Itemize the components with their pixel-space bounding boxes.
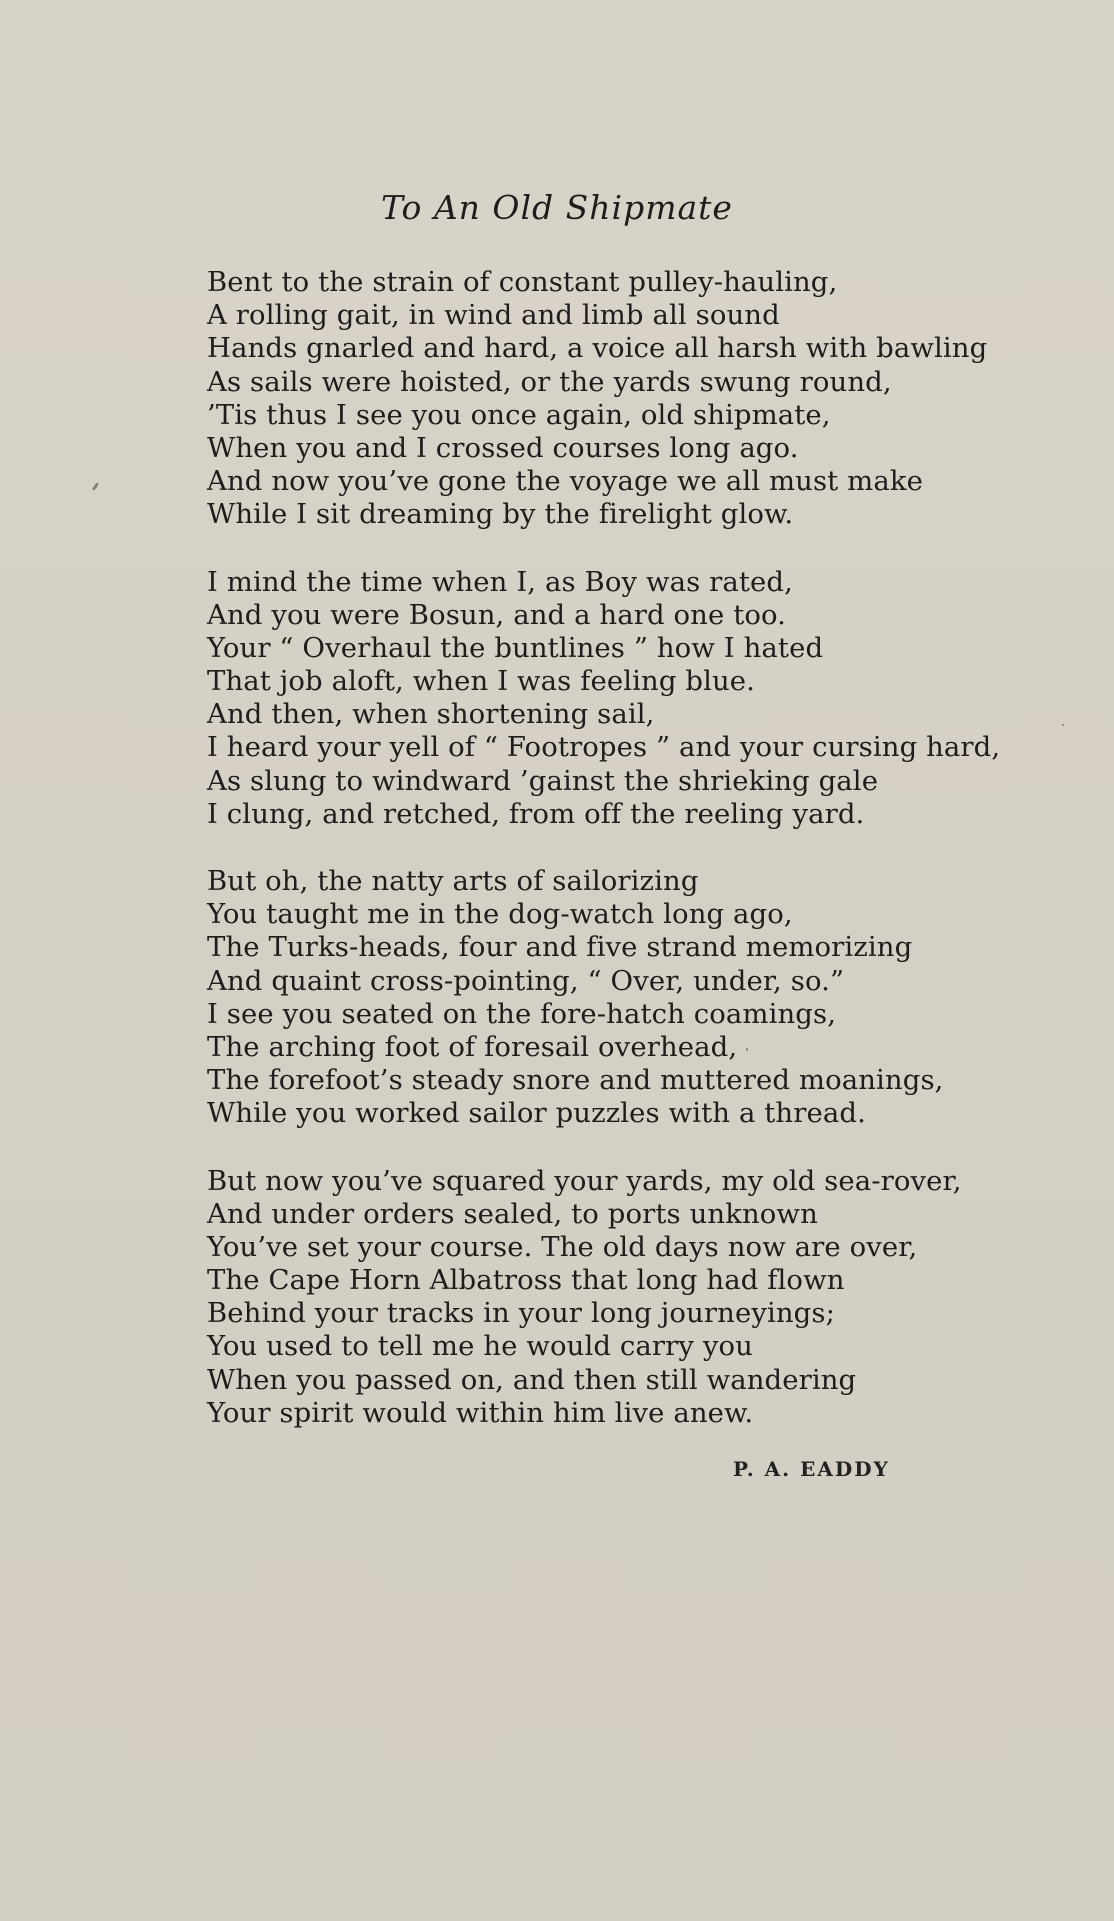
poem-line: Hands gnarled and hard, a voice all harsh with bawling — [207, 332, 988, 365]
poem-line: And now you’ve gone the voyage we all must make — [207, 465, 923, 498]
poem-line: Bent to the strain of constant pulley-hauling, — [207, 266, 838, 298]
poem-line: And you were Bosun, and a hard one too. — [207, 598, 787, 631]
poem-line: That job aloft, when I was feeling blue. — [207, 665, 755, 698]
poem-line: The Turks-heads, four and five strand memorizing — [207, 931, 913, 964]
poem-line: The forefoot’s steady snore and muttered moanings, — [207, 1064, 944, 1097]
stanza-1 — [207, 266, 1057, 532]
poem-line: A rolling gait, in wind and limb all sound — [207, 299, 780, 332]
poem-line: You taught me in the dog-watch long ago, — [207, 898, 793, 931]
paper-fleck — [746, 1048, 748, 1051]
poem-line: I heard your yell of “ Footropes ” and your cursing hard, — [207, 731, 1001, 764]
poem-line: While I sit dreaming by the firelight glow. — [207, 498, 794, 531]
poem-line: You’ve set your course. The old days now are over, — [207, 1230, 918, 1263]
paper-fleck — [1062, 724, 1064, 726]
poem-line: As sails were hoisted, or the yards swung round, — [207, 365, 892, 398]
poem-line: But oh, the natty arts of sailorizing — [207, 865, 699, 897]
poem-line: ’Tis thus I see you once again, old shipmate, — [207, 398, 831, 431]
poem-line: Your spirit would within him live anew. — [207, 1396, 754, 1429]
poem-line: The arching foot of foresail overhead, — [207, 1030, 738, 1063]
poem-line: When you passed on, and then still wandering — [207, 1363, 857, 1396]
poem-line: As slung to windward ’gainst the shrieking gale — [207, 764, 879, 797]
poem-body — [207, 266, 1057, 1464]
poem-line: Your “ Overhaul the buntlines ” how I hated — [207, 631, 824, 664]
stanza-4 — [207, 1165, 1057, 1431]
poem-line: The Cape Horn Albatross that long had flown — [207, 1264, 845, 1297]
poem-title: To An Old Shipmate — [381, 188, 733, 227]
stanza-2 — [207, 566, 1057, 832]
poem-line: I mind the time when I, as Boy was rated, — [207, 565, 793, 598]
poem-line: I see you seated on the fore-hatch coamings, — [207, 997, 837, 1030]
poem-line: But now you’ve squared your yards, my old sea-rover, — [207, 1164, 962, 1197]
author-credit: P. A. EADDY — [733, 1457, 890, 1481]
poem-line: And then, when shortening sail, — [207, 698, 655, 731]
poem-line: I clung, and retched, from off the reeling yard. — [207, 797, 865, 830]
stanza-3 — [207, 865, 1057, 1131]
poem-line: And under orders sealed, to ports unknown — [207, 1197, 818, 1230]
paper-fleck — [92, 482, 100, 491]
poem-line: When you and I crossed courses long ago. — [207, 431, 799, 464]
poem-line: And quaint cross-pointing, “ Over, under, so.” — [207, 964, 845, 997]
poem-line: Behind your tracks in your long journeyings; — [207, 1297, 835, 1330]
poem-line: While you worked sailor puzzles with a thread. — [207, 1097, 866, 1130]
poem-line: You used to tell me he would carry you — [207, 1330, 753, 1363]
